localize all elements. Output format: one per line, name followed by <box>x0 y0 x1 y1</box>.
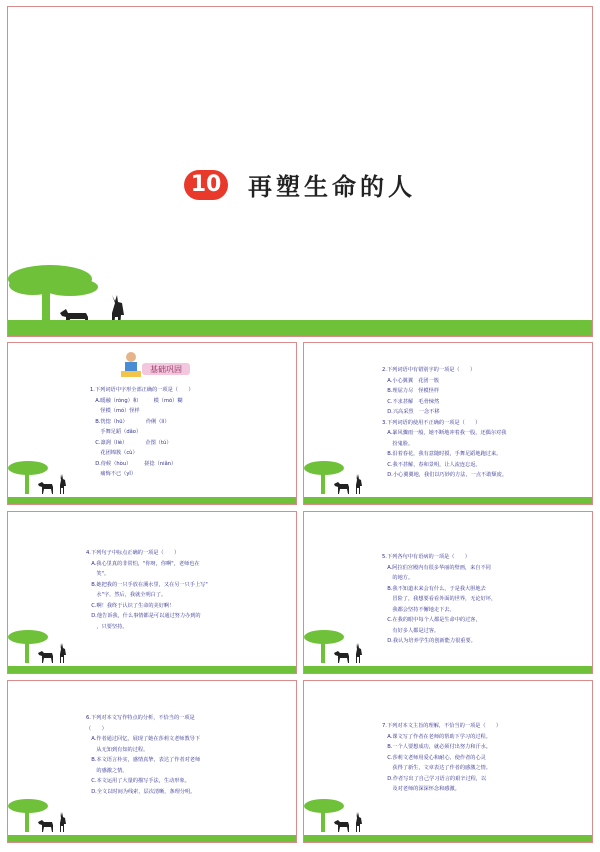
text-line: 手舞足蹈（dǎo） <box>90 429 142 435</box>
question-text <box>86 548 291 632</box>
exercise-slide-1 <box>7 342 297 505</box>
text-line: D.作者写出了自己学习语言的艰辛过程，以 <box>382 775 487 782</box>
text-line: D.兴高采烈 一念不移 <box>382 409 440 415</box>
tree-deer-silhouette <box>8 458 88 498</box>
text-line: 1.下列词语中字形全部正确的一项是（ ） <box>90 387 194 393</box>
lesson-number-badge: 10 <box>184 170 228 200</box>
text-line: 扮鬼脸。 <box>382 440 414 447</box>
tree-deer-silhouette <box>304 796 384 836</box>
text-line: 痛悔不已（yǐ） <box>90 471 137 477</box>
text-line: 我都会坚持不懈地走下去。 <box>382 606 455 613</box>
text-line: 笑"。 <box>86 571 110 577</box>
exercise-slide-5 <box>7 680 297 843</box>
grass-strip <box>304 666 592 673</box>
text-line: B.沿着春花，我有意随时摸，手舞足蹈地跑过来。 <box>382 451 502 457</box>
grass-strip <box>8 666 296 673</box>
title-row <box>8 167 592 202</box>
text-line: B.我不知道未来会有什么，于是我大胆地去 <box>382 585 486 592</box>
question-text <box>382 365 587 481</box>
text-line: 的地方。 <box>382 575 414 581</box>
text-line: A.我心里真的非常怕，"你呀，你啊"，老师也在 <box>86 560 200 567</box>
exercise-slide-3 <box>7 511 297 674</box>
text-line: C.凛冽（liè） 企图（tú） <box>90 439 172 446</box>
text-line: D.小心翼翼地，我们以巧妙的方法，一点不敢颓废。 <box>382 472 507 478</box>
text-line: C.本文运用了大量的描写手法，生动形象。 <box>86 778 190 784</box>
tree-deer-silhouette <box>304 458 384 498</box>
grass-strip <box>8 320 592 336</box>
text-line: A.作者通过回忆，展现了她在莎莉文老师教导下 <box>86 736 201 742</box>
text-line: A.小心翼翼 花团一簇 <box>382 377 439 384</box>
text-line: 3.下列词语的使用不正确的一项是（ ） <box>382 419 481 426</box>
text-line: D.我认为培养学生的创新能力很重要。 <box>382 638 476 644</box>
text-line: C.在我的眼中每个人都是生命中的过客， <box>382 617 481 623</box>
text-line: 怪模（mó）怪样 <box>90 408 140 414</box>
text-line: B.她把我的一只手放在溪水里，又在另一只手上写" <box>86 581 208 588</box>
text-line: 水"字，然后，我就全明白了。 <box>86 592 167 598</box>
text-line: B.恍惚（hū） 伶俐（lì） <box>90 418 170 425</box>
tree-deer-silhouette <box>8 627 88 667</box>
text-line: A.暴风骤雨一般，她不断地冲着我一股，还偶尔对我 <box>382 430 507 436</box>
text-line: （ ） <box>86 725 107 732</box>
section-badge <box>120 351 200 381</box>
grass-strip <box>304 497 592 504</box>
text-line: C.我不甚解，春和景明，让人流连忘返。 <box>382 461 481 468</box>
exercise-slide-4 <box>303 511 593 674</box>
grass-strip <box>304 835 592 842</box>
text-line: C.啊！我终于认识了生命的美好啊！ <box>86 602 175 609</box>
text-line: A.课文写了作者在老师的帮助下学习的过程。 <box>382 733 491 740</box>
text-line: 4.下列句子中标点正确的一项是（ ） <box>86 550 180 556</box>
text-line: 花团锦簇（cù） <box>90 450 138 456</box>
title-slide <box>7 6 593 337</box>
text-line: D.全文以时间为线索，层次清晰，条理分明。 <box>86 788 196 795</box>
text-line: A.暖融（róng）和 模（mó）糊 <box>90 397 183 404</box>
text-line: 5.下列各句中有语病的一项是（ ） <box>382 554 470 560</box>
text-line: 6.下列对本文写作特点的分析，不恰当的一项是 <box>86 715 195 721</box>
text-line: ，只要坚持。 <box>86 623 128 630</box>
text-line: B.理屈力尽 怪模怪样 <box>382 388 440 394</box>
text-line: C.莎莉文老师用爱心和耐心，使作者的心灵 <box>382 754 486 761</box>
text-line: 获得了新生，文章表达了作者的感激之情。 <box>382 765 491 771</box>
question-text <box>382 721 587 795</box>
text-line: C.不求甚解 毛骨悚然 <box>382 398 440 405</box>
question-text <box>90 385 290 480</box>
text-line: A.阿拉伯宫殿内有很多华丽的壁画，来自不同 <box>382 564 491 571</box>
question-text <box>382 552 587 647</box>
text-line: 2.下列词语中有错别字的一项是（ ） <box>382 367 476 373</box>
teacher-icon <box>120 351 142 381</box>
text-line: 有好多人都是过客。 <box>382 627 440 634</box>
text-line: 冒险了，我想要看看外面的世界，无论好坏， <box>382 596 497 602</box>
grass-strip <box>8 835 296 842</box>
grass-strip <box>8 497 296 504</box>
tree-deer-silhouette <box>304 627 384 667</box>
text-line: 从无知到有知的过程。 <box>86 746 149 753</box>
text-line: B.本文语言朴实，感情真挚，表达了作者对老师 <box>86 757 201 763</box>
text-line: D.他告诉我，什么事情都是可以通过努力办到的 <box>86 613 201 619</box>
section-badge-label: 基础巩固 <box>142 363 190 375</box>
exercise-slide-6 <box>303 680 593 843</box>
tree-deer-silhouette <box>8 796 88 836</box>
exercise-slide-2 <box>303 342 593 505</box>
question-text <box>86 713 291 797</box>
text-line: 的感激之情。 <box>86 767 128 774</box>
text-line: D.侍候（hòu） 搓捻（niǎn） <box>90 460 177 467</box>
text-line: B.一个人要想成功，就必须付出努力和汗水。 <box>382 744 491 750</box>
lesson-title: 再塑生命的人 <box>248 173 416 201</box>
text-line: 7.下列对本文主旨的理解，不恰当的一项是（ ） <box>382 723 502 729</box>
text-line: 及对老师的深深怀念和感激。 <box>382 786 460 792</box>
